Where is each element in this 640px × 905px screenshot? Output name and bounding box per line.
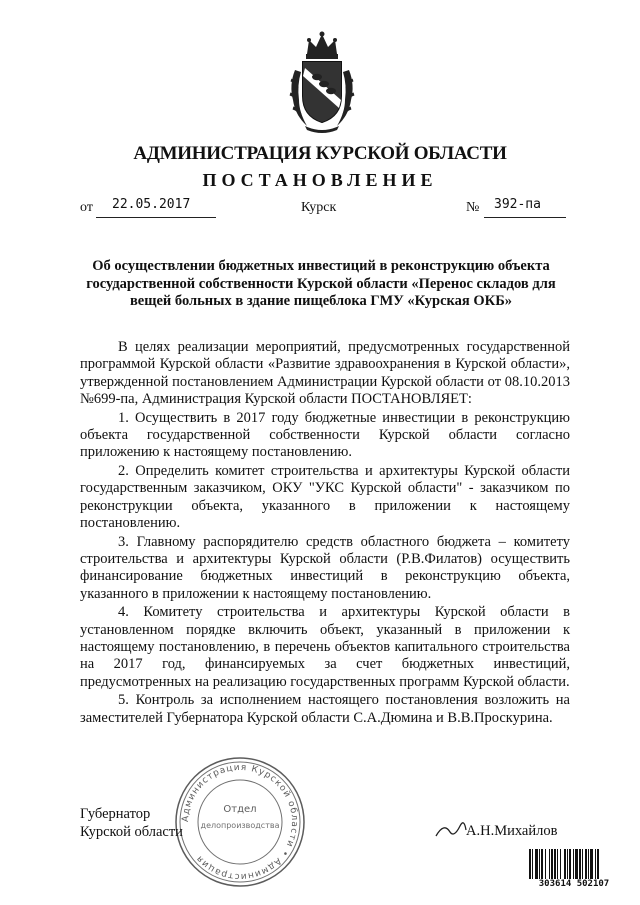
barcode-bar	[529, 849, 531, 881]
barcode-bar	[579, 849, 581, 881]
document-subject: Об осуществлении бюджетных инвестиций в реконструкцию объекта государственной собственности Курской области «Перенос складов для вещей больных в здание пищеблока ГМУ «Курская ОКБ»	[86, 258, 556, 309]
svg-text:Отдел: Отдел	[223, 804, 257, 815]
barcode-bar	[595, 849, 596, 881]
barcode-bar	[551, 849, 553, 881]
svg-text:Администрация Курской области: Администрация Курской области • Администрация	[180, 762, 300, 882]
date-underline	[96, 217, 216, 218]
barcode-number: 303614 502107	[528, 879, 620, 890]
barcode-bar	[549, 849, 550, 881]
number-underline	[484, 217, 566, 218]
barcode-bar	[585, 849, 587, 881]
clause-paragraph: 5. Контроль за исполнением настоящего постановления возложить на заместителей Губернатора Курской области С.А.Дюмина и В.В.Проскурина.	[80, 692, 570, 726]
clause-paragraph: 2. Определить комитет строительства и архитектуры Курской области государственным заказчиком, ОКУ "УКС Курской области" - заказчиком по реконструкции объекта, указанного в приложении к настоящему постановлению.	[80, 463, 570, 531]
svg-text:делопроизводства: делопроизводства	[200, 821, 280, 830]
barcode-bar	[545, 849, 546, 881]
coat-of-arms-emblem	[287, 30, 357, 134]
barcode-bar	[554, 849, 556, 881]
barcode-bar	[539, 849, 540, 881]
barcode-bar	[532, 849, 533, 881]
preamble-paragraph: В целях реализации мероприятий, предусмотренных государственной программой Курской области «Развитие здравоохранения в Курской области», утвержденной постановлением Администрации Курской области от 08.10.2013 №699-па, Администрация Курской области ПОСТАНОВЛЯЕТ:	[80, 339, 570, 407]
barcode-bar	[569, 849, 571, 881]
signer-name: А.Н.Михайлов	[466, 823, 558, 839]
clause-paragraph: 3. Главному распорядителю средств областного бюджета – комитету строительства и архитектуры Курской области (Р.В.Филатов) осуществить финансирование бюджетных инвестиций в реконструкцию объекта, указанного в приложении к настоящему постановлению.	[80, 533, 570, 602]
organization-title: АДМИНИСТРАЦИЯ КУРСКОЙ ОБЛАСТИ	[133, 143, 507, 164]
barcode-bar	[573, 849, 574, 881]
document-meta-row	[0, 197, 640, 224]
signer-position-line1: Губернатор	[80, 806, 151, 822]
barcode-bar	[588, 849, 589, 881]
barcode-bar	[567, 849, 568, 881]
barcode-bar	[564, 849, 566, 881]
document-date: 22.05.2017	[112, 197, 191, 212]
document-number: 392-па	[494, 197, 541, 212]
barcode-bar	[590, 849, 593, 881]
barcode-bar	[597, 849, 599, 881]
barcode-bar	[560, 849, 561, 881]
signer-position-line2: Курской области	[80, 823, 183, 840]
barcode-bar	[557, 849, 558, 881]
date-prefix: от	[80, 200, 93, 215]
barcode-bar	[582, 849, 583, 881]
barcode-bar	[535, 849, 538, 881]
signer-position	[80, 806, 183, 841]
document-body	[80, 339, 570, 729]
barcode-bar	[541, 849, 543, 881]
clause-paragraph: 1. Осуществить в 2017 году бюджетные инвестиции в реконструкцию объекта государственной собственности Курской области согласно приложению к настоящему постановлению.	[80, 409, 570, 461]
document-city: Курск	[301, 200, 337, 215]
number-prefix: №	[466, 200, 480, 215]
barcode-bar	[575, 849, 578, 881]
clause-paragraph: 4. Комитету строительства и архитектуры Курской области в установленном порядке включить объект, указанный в приложении к настоящему постановлению, в перечень объектов капитального строительства на 2017 год, финансируемых за счет бюджетных инвестиций, предусмотренных на реализацию государственных программ Курской области.	[80, 604, 570, 690]
document-type-title: ПОСТАНОВЛЕНИЕ	[202, 170, 438, 190]
official-stamp	[170, 752, 310, 892]
